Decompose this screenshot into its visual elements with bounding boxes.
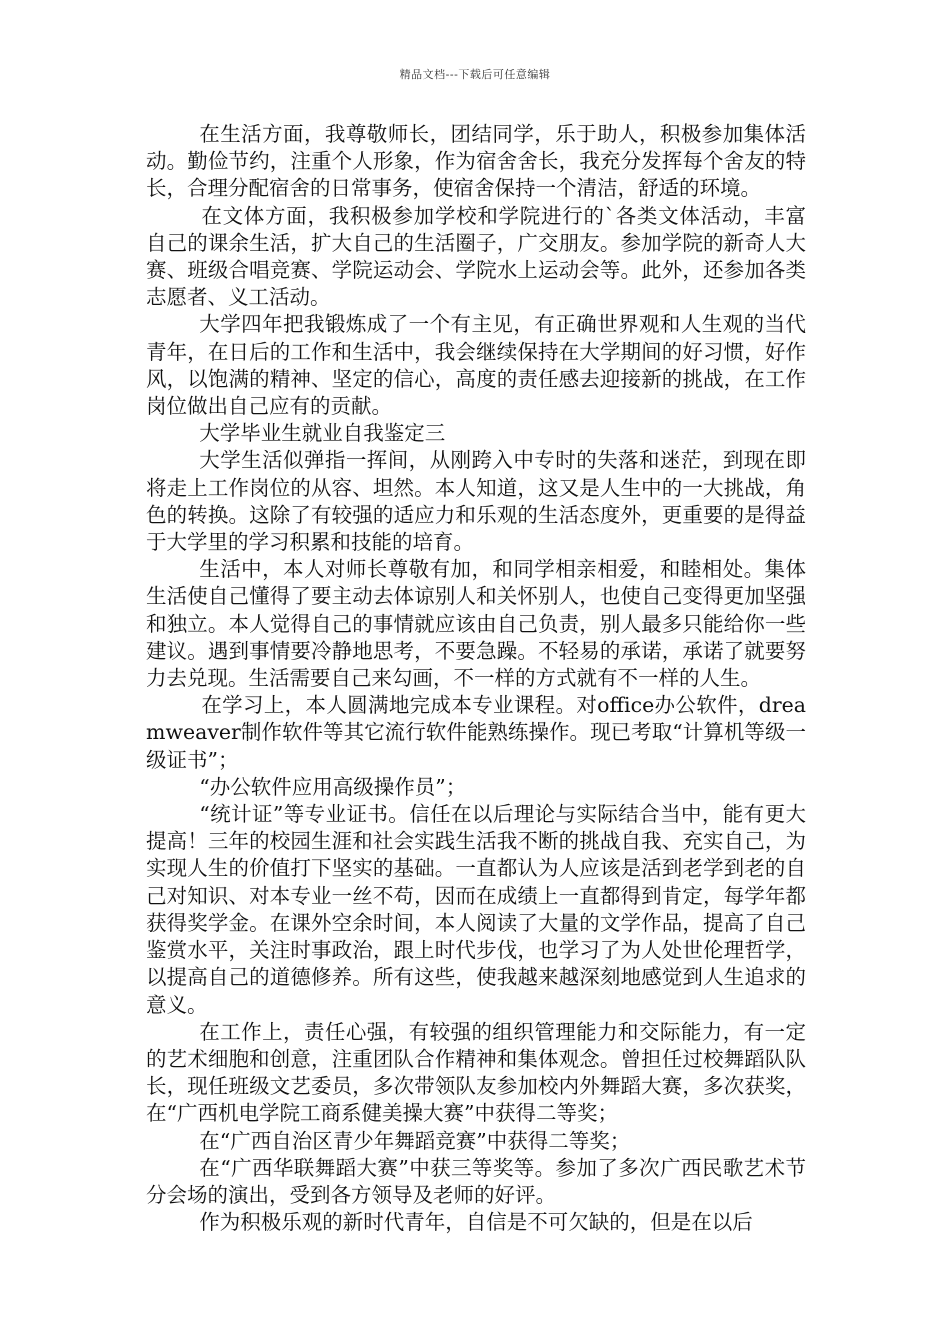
section-heading: 大学毕业生就业自我鉴定三 [199,421,446,446]
paragraph-award-youth-dance: 在“广西自治区青少年舞蹈竞赛”中获得二等奖； [199,1128,631,1153]
paragraph-study: 在学习上，本人圆满地完成本专业课程。对office办公软件，dreamweaver制作软件等其它流行软件能熟练操作。现已考取“计算机等级一级证书”； [146,693,806,772]
paragraph-office-cert: “办公软件应用高级操作员”； [199,774,467,799]
paragraph-award-hualian: 在“广西华联舞蹈大赛”中获三等奖等。参加了多次广西民歌艺术节分会场的演出，受到各方领导及老师的好评。 [146,1155,806,1207]
paragraph-college-life: 大学生活似弹指一挥间，从刚跨入中专时的失落和迷茫，到现在即将走上工作岗位的从容、坦然。本人知道，这又是人生中的一大挑战，角色的转换。这除了有较强的适应力和乐观的生活态度外，更重要的是得益于大学里的学习积累和技能的培育。 [146,448,806,555]
paragraph-stats-cert: “统计证”等专业证书。信任在以后理论与实际结合当中，能有更大提高！三年的校园生涯和社会实践生活我不断的挑战自我、充实自己，为实现人生的价值打下坚实的基础。一直都认为人应该是活到老学到老的自己对知识、对本专业一丝不苟，因而在成绩上一直都得到肯定，每学年都获得奖学金。在课外空余时间，本人阅读了大量的文学作品，提高了自己鉴赏水平，关注时事政治，跟上时代步伐，也学习了为人处世伦理哲学，以提高自己的道德修养。所有这些，使我越来越深刻地感觉到人生追求的意义。 [146,802,806,1017]
paragraph-daily-life: 生活中，本人对师长尊敬有加，和同学相亲相爱，和睦相处。集体生活使自己懂得了要主动去体谅别人和关怀别人，也使自己变得更加坚强和独立。本人觉得自己的事情就应该由自己负责，别人最多只能给你一些建议。遇到事情要冷静地思考，不要急躁。不轻易的承诺，承诺了就要努力去兑现。生活需要自己来勾画，不一样的方式就有不一样的人生。 [146,557,806,691]
paragraph-life: 在生活方面，我尊敬师长，团结同学，乐于助人，积极参加集体活动。勤俭节约，注重个人形象，作为宿舍舍长，我充分发挥每个舍友的特长，合理分配宿舍的日常事务，使宿舍保持一个清洁，舒适的环境。 [146,122,806,201]
paragraph-closing: 作为积极乐观的新时代青年，自信是不可欠缺的，但是在以后 [199,1210,753,1235]
paragraph-four-years: 大学四年把我锻炼成了一个有主见，有正确世界观和人生观的当代青年，在日后的工作和生活中，我会继续保持在大学期间的好习惯，好作风，以饱满的精神、坚定的信心，高度的责任感去迎接新的挑战，在工作岗位做出自己应有的贡献。 [146,312,806,419]
paragraph-sports: 在文体方面，我积极参加学校和学院进行的`各类文体活动，丰富自己的课余生活，扩大自己的生活圈子，广交朋友。参加学院的新奇人大赛、班级合唱竞赛、学院运动会、学院水上运动会等。此外，还参加各类志愿者、义工活动。 [146,203,806,310]
paragraph-work: 在工作上，责任心强，有较强的组织管理能力和交际能力，有一定的艺术细胞和创意，注重团队合作精神和集体观念。曾担任过校舞蹈队队长，现任班级文艺委员，多次带领队友参加校内外舞蹈大赛，多次获奖，在“广西机电学院工商系健美操大赛”中获得二等奖； [146,1019,806,1126]
document-body [146,121,806,1236]
page-header: 精品文档---下载后可任意编辑 [399,68,551,81]
